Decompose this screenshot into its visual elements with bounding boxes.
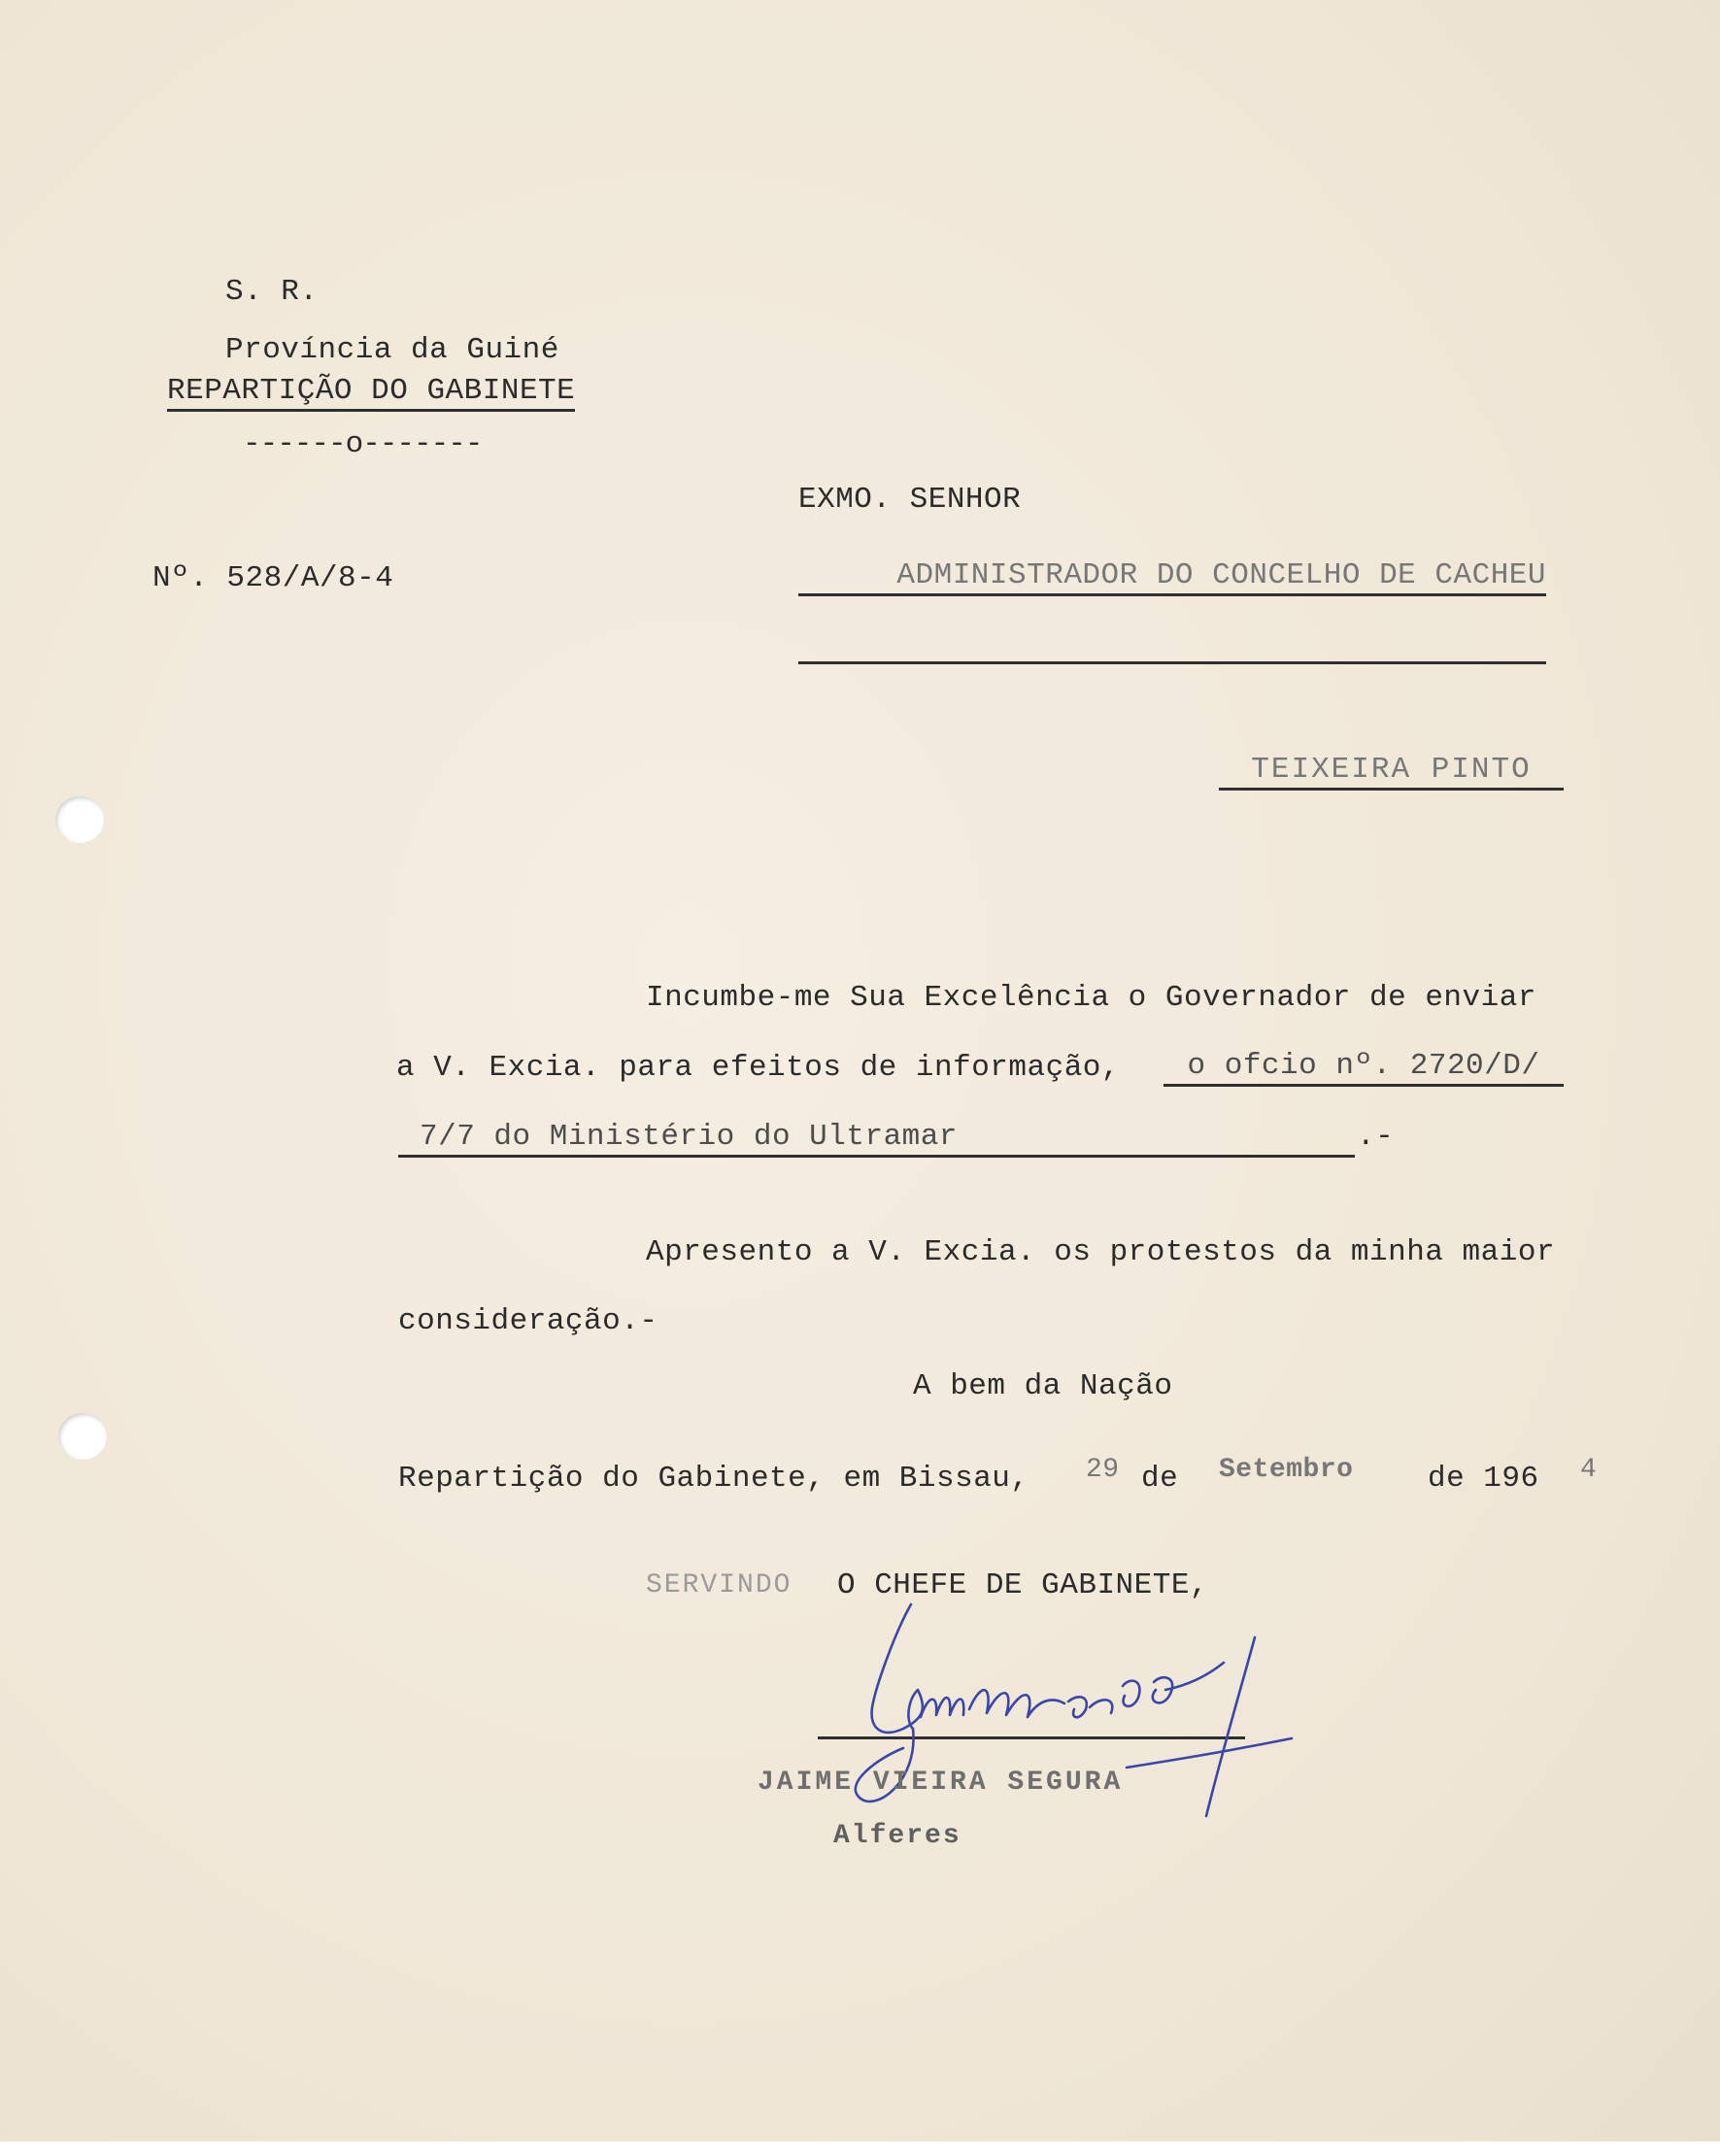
header-separator: ------o------- [243, 427, 483, 461]
addressee-title: ADMINISTRADOR DO CONCELHO DE CACHEU [798, 558, 1546, 596]
signatory-role: O CHEFE DE GABINETE, [837, 1568, 1209, 1602]
closing-line: A bem da Nação [913, 1369, 1173, 1403]
body-fill-ministry: 7/7 do Ministério do Ultramar [398, 1120, 1355, 1158]
header-office: REPARTIÇÃO DO GABINETE [167, 374, 575, 412]
dateline-prefix: Repartição do Gabinete, em Bissau, [398, 1462, 1029, 1496]
body-paragraph1-end: .- [1357, 1120, 1395, 1154]
body-paragraph2-line2: consideração.- [398, 1304, 658, 1338]
addressee-salutation: EXMO. SENHOR [798, 483, 1022, 517]
dateline-de-year: de 196 [1428, 1462, 1539, 1496]
body-paragraph1-line1: Incumbe-me Sua Excelência o Governador de enviar [646, 981, 1536, 1015]
signatory-servindo: SERVINDO [646, 1570, 793, 1600]
signatory-rank: Alferes [833, 1821, 961, 1851]
dateline-de: de [1141, 1462, 1179, 1496]
dateline-year-digit: 4 [1580, 1455, 1598, 1485]
body-paragraph2-line1: Apresento a V. Excia. os protestos da minha maior [646, 1235, 1556, 1269]
body-fill-letter-ref: o ofcio nº. 2720/D/ [1164, 1049, 1564, 1087]
header-sr: S. R. [225, 275, 319, 309]
addressee-place: TEIXEIRA PINTO [1219, 753, 1564, 791]
signatory-name: JAIME VIEIRA SEGURA [758, 1768, 1124, 1798]
addressee-blank-line [798, 661, 1546, 664]
dateline-day: 29 [1086, 1455, 1120, 1485]
dateline-month: Setembro [1219, 1455, 1354, 1485]
punch-hole-bottom [58, 1413, 107, 1460]
body-paragraph1-line2: a V. Excia. para efeitos de informação, [396, 1051, 1121, 1085]
punch-hole-top [55, 796, 104, 843]
reference-number: Nº. 528/A/8-4 [152, 561, 394, 595]
header-province: Província da Guiné [225, 333, 559, 367]
